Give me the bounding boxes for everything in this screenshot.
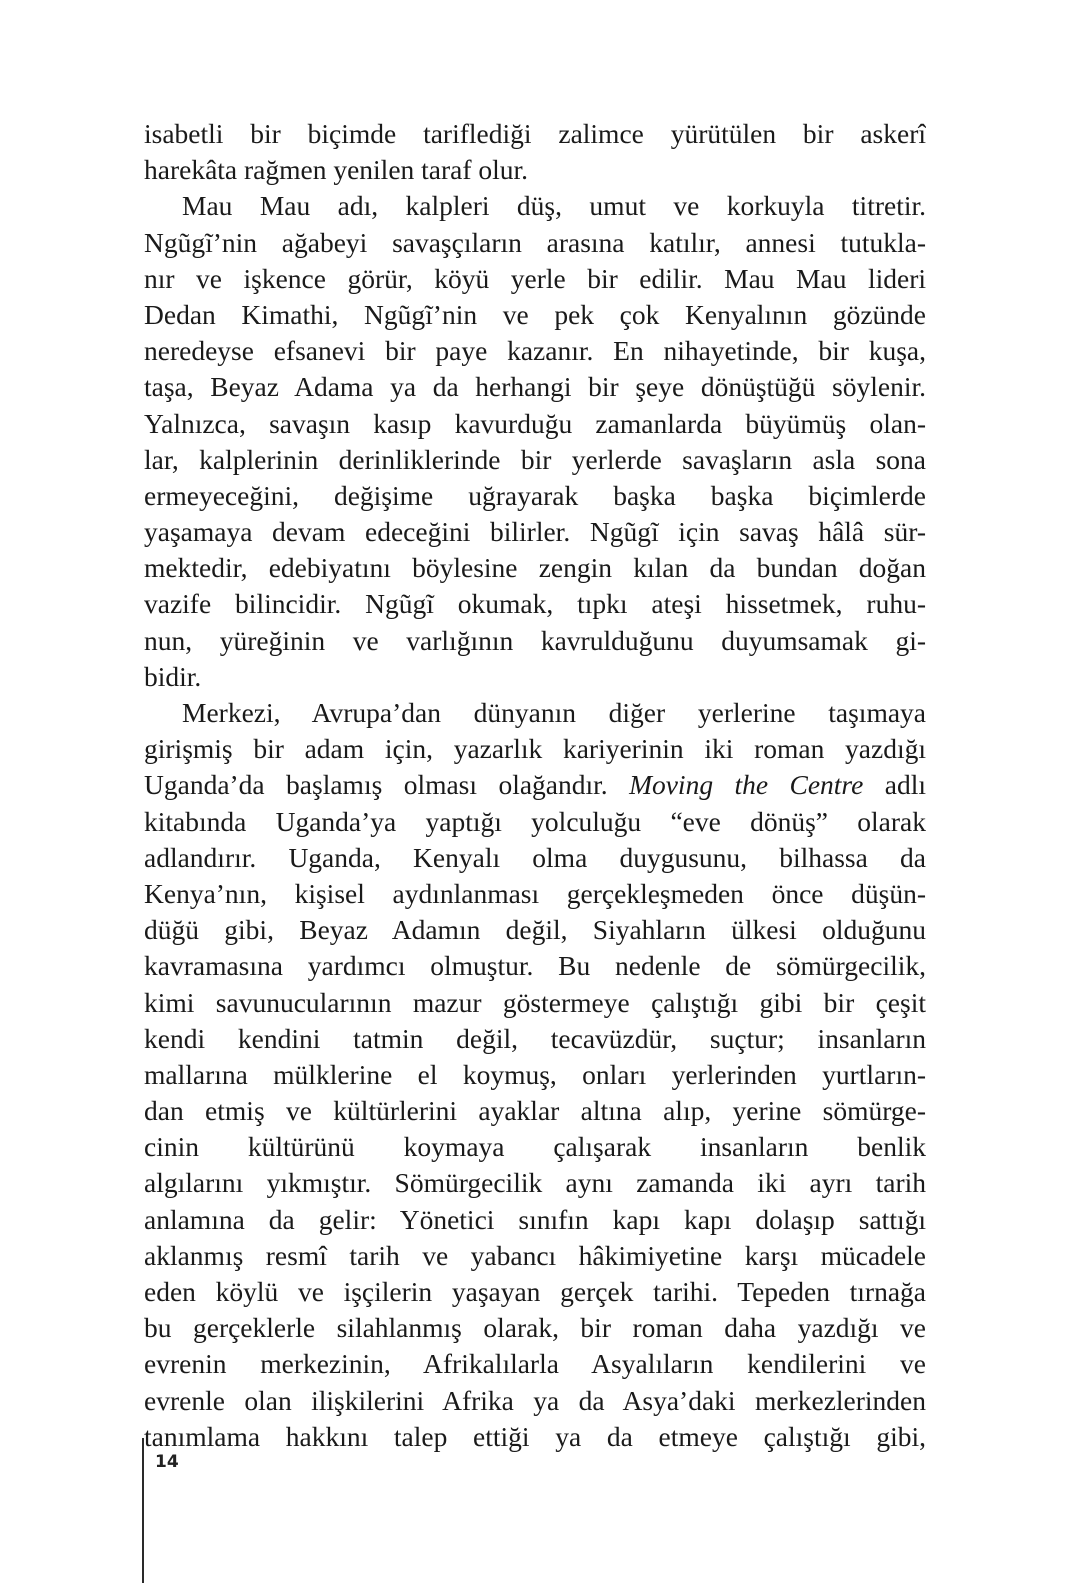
- text-line: evrenle olan ilişkilerini Afrika ya da Asya’daki merkezlerinden: [144, 1384, 926, 1416]
- text-line: yaşamaya devam edeceğini bilirler. Ngũgĩ için savaş hâlâ sür-: [144, 516, 926, 548]
- text-line: kendi kendini tatmin değil, tecavüzdür, suçtur; insanların: [144, 1022, 926, 1054]
- text-line: dan etmiş ve kültürlerini ayaklar altına alıp, yerine sömürge-: [144, 1095, 926, 1127]
- text-line: taşa, Beyaz Adama ya da herhangi bir şeye dönüştüğü söylenir.: [144, 371, 926, 403]
- text-line: nun, yüreğinin ve varlığının kavrulduğunu duyumsamak gi-: [144, 624, 926, 656]
- text-line: tanımlama hakkını talep ettiği ya da etmeye çalıştığı gibi,: [144, 1420, 926, 1452]
- text-line: kitabında Uganda’ya yaptığı yolculuğu “eve dönüş” olarak: [144, 805, 926, 837]
- text-line: cinin kültürünü koymaya çalışarak insanların benlik: [144, 1131, 926, 1163]
- page-number: 14: [155, 1452, 179, 1472]
- text-line: Ngũgĩ’nin ağabeyi savaşçıların arasına katılır, annesi tutukla-: [144, 226, 926, 258]
- text-line-with-title: [144, 767, 926, 803]
- paragraph-first-line: Merkezi, Avrupa’dan dünyanın diğer yerlerine taşımaya: [182, 697, 926, 728]
- text-line: Kenya’nın, kişisel aydınlanması gerçekleşmeden önce düşün-: [144, 877, 926, 909]
- body-text: [144, 116, 926, 1455]
- text-line: düğü gibi, Beyaz Adamın değil, Siyahların ülkesi olduğunu: [144, 914, 926, 946]
- text-line: anlamına da gelir: Yönetici sınıfın kapı kapı dolaşıp sattığı: [144, 1203, 926, 1235]
- text-line: bidir.: [144, 660, 202, 692]
- text-line: nır ve işkence görür, köyü yerle bir edilir. Mau Mau lideri: [144, 262, 926, 294]
- text-line: Dedan Kimathi, Ngũgĩ’nin ve pek çok Kenyalının gözünde: [144, 298, 926, 330]
- text-line: harekâta rağmen yenilen taraf olur.: [144, 154, 529, 186]
- text-line: ermeyeceğini, değişime uğrayarak başka başka biçimlerde: [144, 479, 926, 511]
- text-line: algılarını yıkmıştır. Sömürgecilik aynı zamanda iki ayrı tarih: [144, 1167, 926, 1199]
- text-line: eden köylü ve işçilerin yaşayan gerçek tarihi. Tepeden tırnağa: [144, 1276, 926, 1307]
- text-line: vazife bilincidir. Ngũgĩ okumak, tıpkı ateşi hissetmek, ruhu-: [144, 588, 926, 620]
- text-segment: adlı: [863, 769, 926, 801]
- text-line: bu gerçeklerle silahlanmış olarak, bir roman daha yazdığı ve: [144, 1312, 926, 1344]
- text-line: evrenin merkezinin, Afrikalılarla Asyalıların kendilerini ve: [144, 1348, 926, 1380]
- folio-rule: [142, 1438, 144, 1583]
- text-line: isabetli bir biçimde tariflediği zalimce yürütülen bir askerî: [144, 118, 926, 149]
- text-line: adlandırır. Uganda, Kenyalı olma duygusunu, bilhassa da: [144, 841, 926, 873]
- text-line: lar, kalplerinin derinliklerinde bir yerlerde savaşların asla sona: [144, 443, 926, 475]
- text-line: girişmiş bir adam için, yazarlık kariyerinin iki roman yazdığı: [144, 733, 926, 765]
- text-line: kavramasına yardımcı olmuştur. Bu nedenle de sömürgecilik,: [144, 950, 926, 982]
- text-line: mektedir, edebiyatını böylesine zengin kılan da bundan doğan: [144, 552, 926, 584]
- paragraph-first-line: Mau Mau adı, kalpleri düş, umut ve korkuyla titretir.: [182, 190, 926, 222]
- text-line: kimi savunucularının mazur göstermeye çalıştığı gibi bir çeşit: [144, 986, 926, 1018]
- text-line: Yalnızca, savaşın kasıp kavurduğu zamanlarda büyümüş olan-: [144, 407, 926, 439]
- book-title: Moving the Centre: [629, 769, 864, 801]
- text-segment: Uganda’da başlamış olması olağandır.: [144, 769, 630, 801]
- text-line: mallarına mülklerine el koymuş, onları yerlerinden yurtların-: [144, 1058, 926, 1090]
- text-line: neredeyse efsanevi bir paye kazanır. En nihayetinde, bir kuşa,: [144, 335, 926, 367]
- text-line: aklanmış resmî tarih ve yabancı hâkimiyetine karşı mücadele: [144, 1239, 926, 1271]
